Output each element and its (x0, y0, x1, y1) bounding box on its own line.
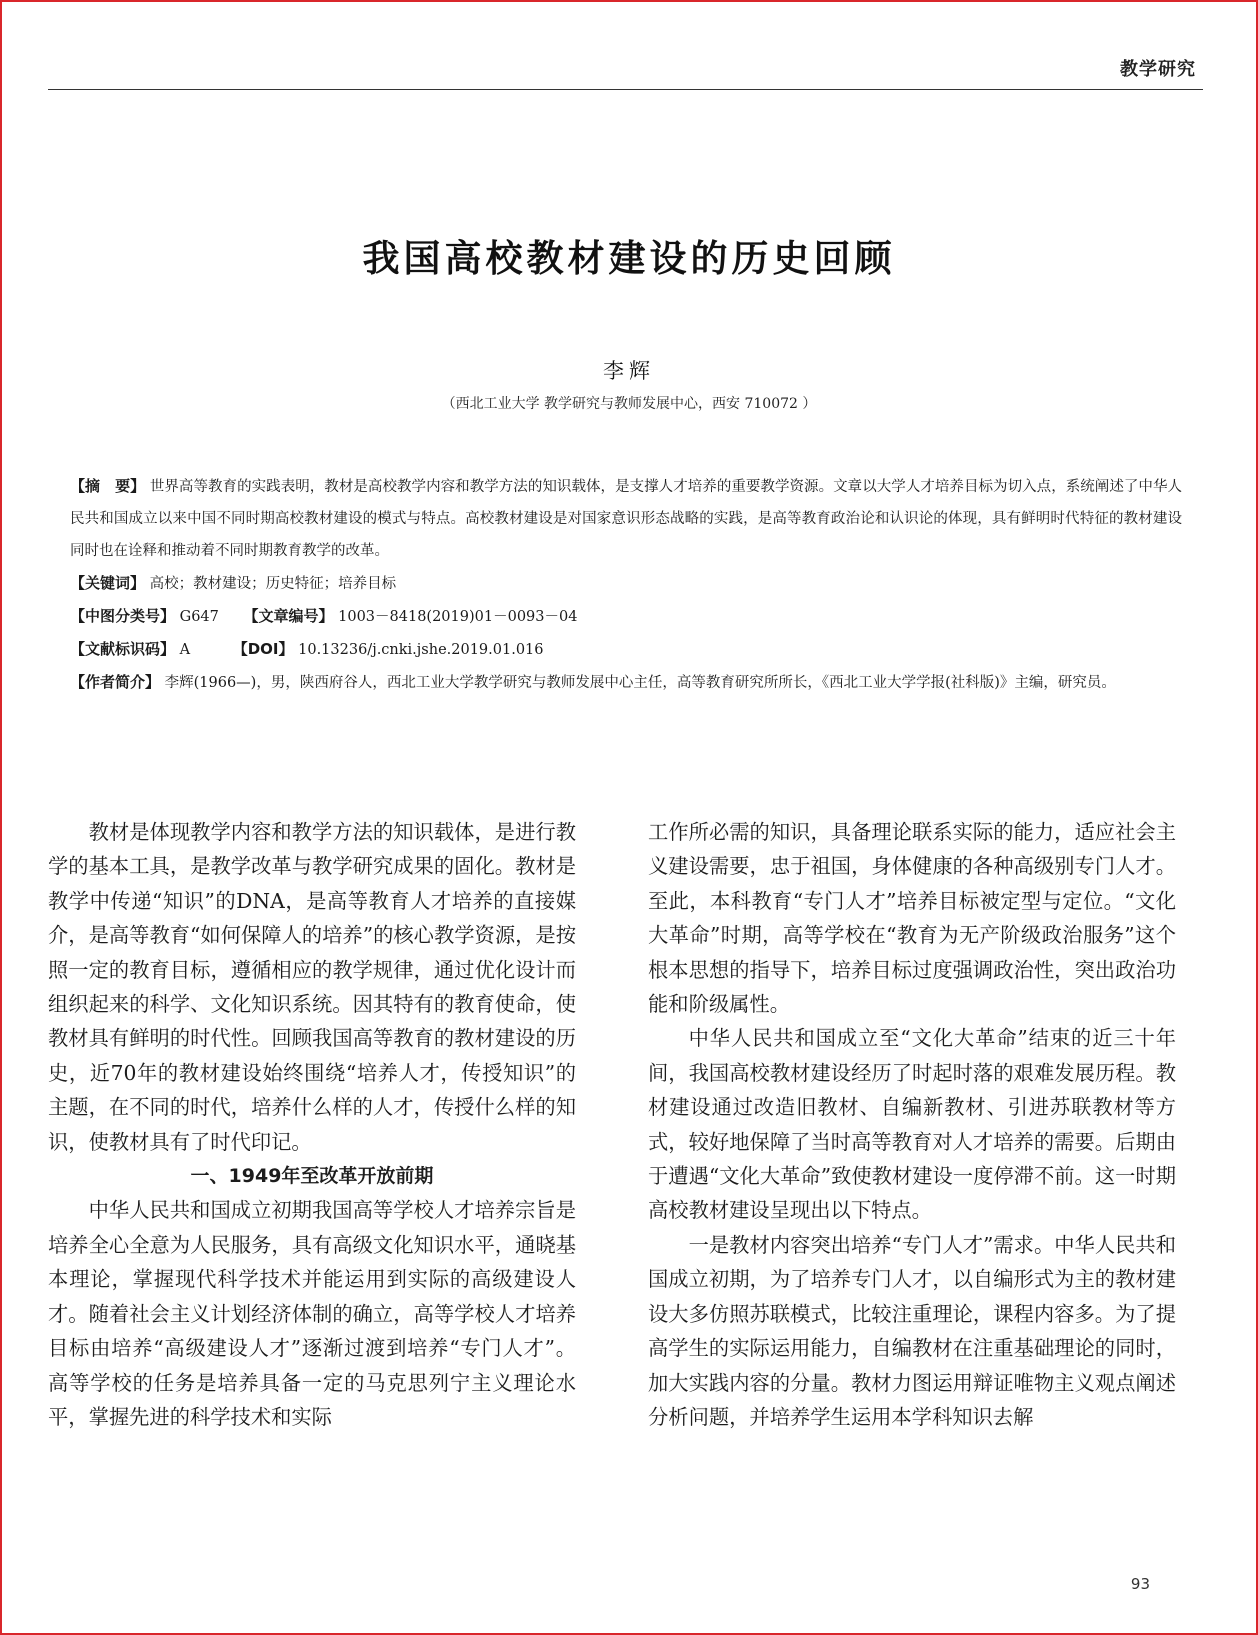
keywords (70, 567, 1182, 600)
doi-value: 10.13236/j.cnki.jshe.2019.01.016 (298, 642, 544, 658)
page-number: 93 (1130, 1575, 1150, 1593)
document-code-label: 【文献标识码】 (70, 640, 176, 658)
header-rule (48, 89, 1203, 90)
body-paragraph: 中华人民共和国成立至“文化大革命”结束的近三十年间，我国高校教材建设经历了时起时落的艰难发展历程。教材建设通过改造旧教材、自编新教材、引进苏联教材等方式，较好地保障了当时高等教育对人才培养的需要。后期由于遭遇“文化大革命”致使教材建设一度停滞不前。这一时期高校教材建设呈现出以下特点。 (648, 1026, 1176, 1223)
keywords-text: 高校；教材建设；历史特征；培养目标 (149, 576, 397, 592)
document-code-row (70, 633, 1182, 666)
body-column-right (648, 815, 1176, 1434)
abstract-text: 世界高等教育的实践表明，教材是高校教学内容和教学方法的知识载体，是支撑人才培养的重要教学资源。文章以大学人才培养目标为切入点，系统阐述了中华人民共和国成立以来中国不同时期高校教材建设的模式与特点。高校教材建设是对国家意识形态战略的实践，是高等教育政治论和认识论的体现，具有鲜明时代特征的教材建设同时也在诠释和推动着不同时期教育教学的改革。 (70, 479, 1183, 559)
body-paragraph: 工作所必需的知识，具备理论联系实际的能力，适应社会主义建设需要，忠于祖国，身体健康的各种高级别专门人才。至此，本科教育“专门人才”培养目标被定型与定位。“文化大革命”时期，高等学校在“教育为无产阶级政治服务”这个根本思想的指导下，培养目标过度强调政治性，突出政治功能和阶级属性。 (648, 820, 1176, 1017)
classification-value: G647 (179, 609, 219, 625)
classification-label: 【中图分类号】 (70, 607, 176, 625)
author-bio-label: 【作者简介】 (70, 673, 161, 691)
section-heading: 一、1949年至改革开放前期 (190, 1165, 434, 1188)
abstract-label: 【摘 要】 (70, 477, 146, 495)
article-metadata (70, 470, 1182, 699)
author-name: 李辉 (603, 359, 655, 383)
doi-label: 【DOI】 (232, 640, 294, 658)
body-paragraph: 一是教材内容突出培养“专门人才”需求。中华人民共和国成立初期，为了培养专门人才，以自编形式为主的教材建设大多仿照苏联模式，比较注重理论，课程内容多。为了提高学生的实际运用能力，自编教材在注重基础理论的同时，加大实践内容的分量。教材力图运用辩证唯物主义观点阐述分析问题，并培养学生运用本学科知识去解 (648, 1232, 1176, 1429)
author-bio (70, 666, 1182, 699)
author-affiliation: （西北工业大学 教学研究与教师发展中心，西安 710072 ） (441, 396, 817, 412)
document-code-value: A (179, 642, 191, 658)
body-paragraph: 教材是体现教学内容和教学方法的知识载体，是进行教学的基本工具，是教学改革与教学研究成果的固化。教材是教学中传递“知识”的DNA，是高等教育人才培养的直接媒介，是高等教育“如何保障人的培养”的核心教学资源，是按照一定的教育目标，遵循相应的教学规律，通过优化设计而组织起来的科学、文化知识系统。因其特有的教育使命，使教材具有鲜明的时代性。回顾我国高等教育的教材建设的历史，近70年的教材建设始终围绕“培养人才，传授知识”的主题，在不同的时代，培养什么样的人才，传授什么样的知识，使教材具有了时代印记。 (48, 820, 576, 1154)
running-head-label: 教学研究 (1120, 59, 1196, 80)
keywords-label: 【关键词】 (70, 574, 146, 592)
body-paragraph: 中华人民共和国成立初期我国高等学校人才培养宗旨是培养全心全意为人民服务，具有高级文化知识水平，通晓基本理论，掌握现代科学技术并能运用到实际的高级建设人才。随着社会主义计划经济体制的确立，高等学校人才培养目标由培养“高级建设人才”逐渐过渡到培养“专门人才”。高等学校的任务是培养具备一定的马克思列宁主义理论水平，掌握先进的科学技术和实际 (48, 1198, 576, 1429)
article-title: 我国高校教材建设的历史回顾 (362, 237, 896, 280)
article-number-label: 【文章编号】 (243, 607, 334, 625)
body-column-left (48, 815, 576, 1434)
classification-row (70, 600, 1182, 633)
abstract (70, 470, 1182, 567)
article-number-value: 1003－8418(2019)01－0093－04 (338, 609, 578, 625)
author-bio-text: 李辉(1966—)，男，陕西府谷人，西北工业大学教学研究与教师发展中心主任，高等教育研究所所长，《西北工业大学学报(社科版)》主编，研究员。 (164, 675, 1116, 691)
